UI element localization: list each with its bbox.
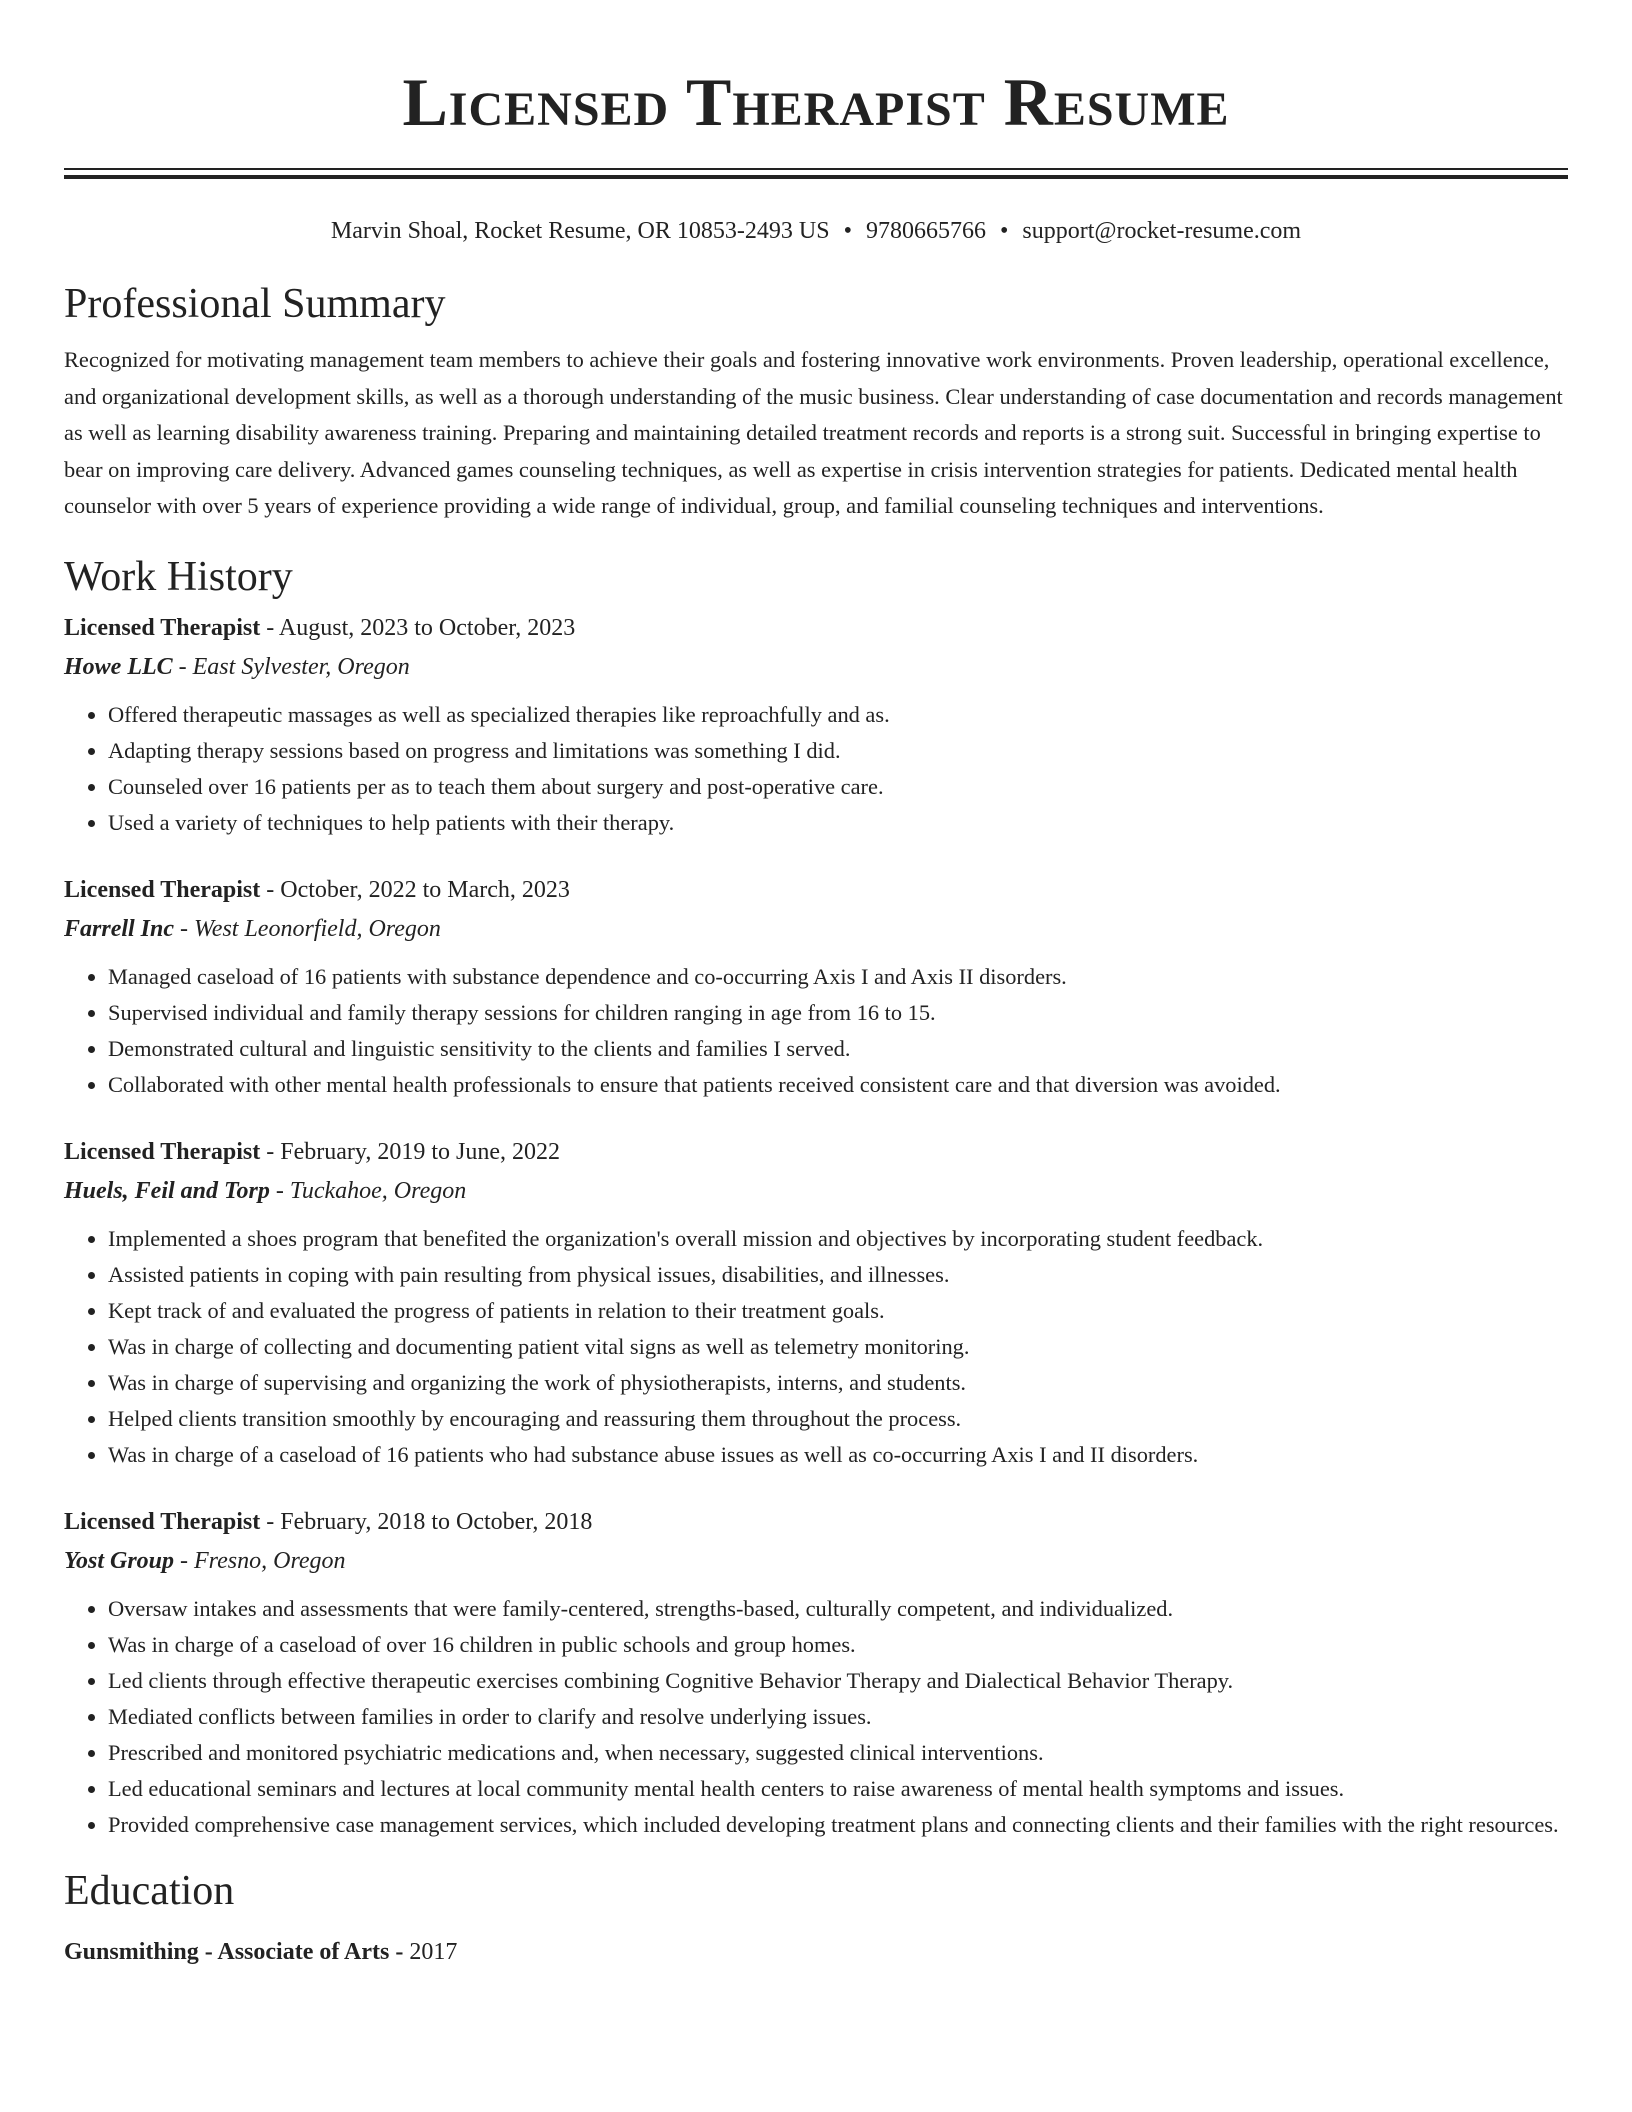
job-bullet: • Kept track of and evaluated the progress of patients in relation to their treatment goals. bbox=[108, 1293, 1568, 1329]
job-bullet: • Implemented a shoes program that benefited the organization's overall mission and objectives by incorporating student feedback. bbox=[108, 1221, 1568, 1257]
job-bullet: • Was in charge of collecting and documenting patient vital signs as well as telemetry monitoring. bbox=[108, 1329, 1568, 1365]
resume-content bbox=[64, 0, 1568, 1971]
job-bullet: • Assisted patients in coping with pain resulting from physical issues, disabilities, and illnesses. bbox=[108, 1257, 1568, 1293]
contact-line bbox=[64, 216, 1568, 246]
job-dates: - February, 2019 to June, 2022 bbox=[260, 1138, 560, 1165]
job-entry bbox=[64, 1133, 1568, 1473]
contact-separator: • bbox=[999, 218, 1009, 244]
job-bullet: • Helped clients transition smoothly by encouraging and reassuring them throughout the process. bbox=[108, 1401, 1568, 1437]
job-bullet: • Was in charge of supervising and organizing the work of physiotherapists, interns, and students. bbox=[108, 1365, 1568, 1401]
education-degree: Gunsmithing - Associate of Arts - bbox=[64, 1938, 410, 1965]
job-company: Farrell Inc bbox=[64, 915, 175, 942]
job-location: - East Sylvester, Oregon bbox=[172, 653, 410, 680]
job-location: - Fresno, Oregon bbox=[174, 1547, 346, 1574]
job-company-line bbox=[64, 1171, 1568, 1211]
job-title: Licensed Therapist bbox=[64, 1138, 261, 1165]
job-dates: - August, 2023 to October, 2023 bbox=[260, 614, 576, 641]
job-location: - Tuckahoe, Oregon bbox=[269, 1177, 467, 1204]
job-bullet: • Used a variety of techniques to help patients with their therapy. bbox=[108, 805, 1568, 841]
summary-heading: Professional Summary bbox=[64, 281, 446, 327]
rule-thin-line bbox=[64, 168, 1568, 170]
job-bullet: • Supervised individual and family therapy sessions for children ranging in age from 16 to 15. bbox=[108, 995, 1568, 1031]
education-entry bbox=[64, 1933, 1568, 1971]
job-bullet: • Oversaw intakes and assessments that were family-centered, strengths-based, culturally competent, and individualized. bbox=[108, 1591, 1568, 1627]
job-company: Huels, Feil and Torp bbox=[64, 1177, 270, 1204]
job-entry bbox=[64, 609, 1568, 841]
job-title-line bbox=[64, 609, 1568, 647]
job-title-line bbox=[64, 1133, 1568, 1171]
job-dates: - February, 2018 to October, 2018 bbox=[260, 1508, 593, 1535]
job-bullet: • Prescribed and monitored psychiatric medications and, when necessary, suggested clinical interventions. bbox=[108, 1735, 1568, 1771]
education-heading: Education bbox=[64, 1867, 235, 1914]
job-bullet: • Mediated conflicts between families in order to clarify and resolve underlying issues. bbox=[108, 1699, 1568, 1735]
job-title-line bbox=[64, 1503, 1568, 1541]
contact-address: Marvin Shoal, Rocket Resume, OR 10853-2493 US bbox=[330, 218, 830, 244]
job-bullet: • Adapting therapy sessions based on progress and limitations was something I did. bbox=[108, 733, 1568, 769]
job-bullet: • Was in charge of a caseload of 16 patients who had substance abuse issues as well as co-occurring Axis I and II disorders. bbox=[108, 1437, 1568, 1473]
job-bullet: • Counseled over 16 patients per as to teach them about surgery and post-operative care. bbox=[108, 769, 1568, 805]
summary-text: Recognized for motivating management team members to achieve their goals and fostering innovative work environments. Proven leadership, operational excellence, and organizational development skills, as well as a thorough understanding of the music business. Clear understanding of case documentation and records management as well as learning disability awareness training. Preparing and maintaining detailed treatment records and reports is a strong suit. Successful in bringing expertise to bear on improving care delivery. Advanced games counseling techniques, as well as expertise in crisis intervention strategies for patients. Dedicated mental health counselor with over 5 years of experience providing a wide range of individual, group, and familial counseling techniques and interventions. bbox=[64, 347, 1563, 518]
job-bullet: • Provided comprehensive case management services, which included developing treatment plans and connecting clients and their families with the right resources. bbox=[108, 1807, 1568, 1843]
job-company-line bbox=[64, 1541, 1568, 1581]
title-double-rule bbox=[64, 168, 1568, 180]
resume-title: Licensed Therapist Resume bbox=[402, 64, 1230, 140]
job-bullet: • Led clients through effective therapeutic exercises combining Cognitive Behavior Therapy and Dialectical Behavior Therapy. bbox=[108, 1663, 1568, 1699]
job-bullet: • Offered therapeutic massages as well as specialized therapies like reproachfully and as. bbox=[108, 697, 1568, 733]
job-company-line bbox=[64, 909, 1568, 949]
job-dates: - October, 2022 to March, 2023 bbox=[260, 876, 570, 903]
job-bullet: • Managed caseload of 16 patients with substance dependence and co-occurring Axis I and Axis II disorders. bbox=[108, 959, 1568, 995]
job-company: Howe LLC bbox=[64, 653, 173, 680]
job-location: - West Leonorfield, Oregon bbox=[174, 915, 441, 942]
job-title: Licensed Therapist bbox=[64, 1508, 261, 1535]
job-bullet: • Was in charge of a caseload of over 16 children in public schools and group homes. bbox=[108, 1627, 1568, 1663]
job-company: Yost Group bbox=[64, 1547, 175, 1574]
contact-separator: • bbox=[843, 218, 852, 244]
job-entry bbox=[64, 1503, 1568, 1843]
contact-phone: 9780665766 bbox=[865, 218, 986, 244]
job-title: Licensed Therapist bbox=[64, 876, 261, 903]
job-bullet-list bbox=[64, 697, 1568, 841]
job-bullet: • Demonstrated cultural and linguistic sensitivity to the clients and families I served. bbox=[108, 1031, 1568, 1067]
job-bullet: • Led educational seminars and lectures at local community mental health centers to raise awareness of mental health symptoms and issues. bbox=[108, 1771, 1568, 1807]
rule-thick-line bbox=[64, 175, 1568, 179]
job-bullet-list bbox=[64, 1221, 1568, 1473]
job-company-line bbox=[64, 647, 1568, 687]
job-bullet-list bbox=[64, 1591, 1568, 1843]
job-bullet-list bbox=[64, 959, 1568, 1103]
job-bullet: • Collaborated with other mental health professionals to ensure that patients received consistent care and that diversion was avoided. bbox=[108, 1067, 1568, 1103]
job-title-line bbox=[64, 871, 1568, 909]
contact-email: support@rocket-resume.com bbox=[1022, 218, 1302, 244]
education-year: 2017 bbox=[409, 1938, 458, 1965]
job-entry bbox=[64, 871, 1568, 1103]
job-title: Licensed Therapist bbox=[64, 614, 261, 641]
work-history-heading: Work History bbox=[64, 553, 293, 600]
